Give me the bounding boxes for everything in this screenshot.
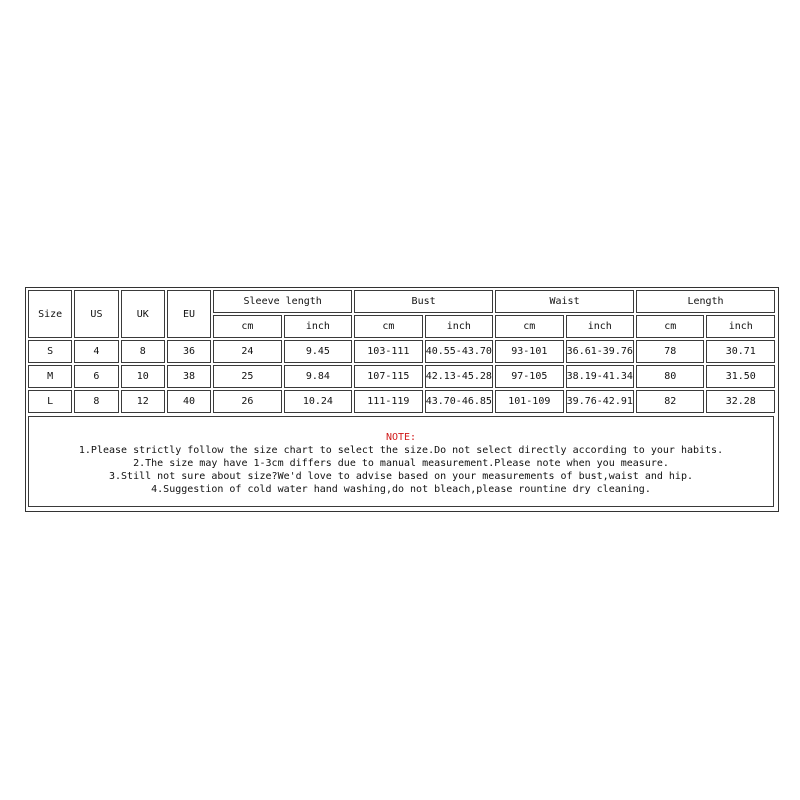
note-title: NOTE: <box>385 432 417 443</box>
note-line: 3.Still not sure about size?We'd love to advise based on your measurements of bust,waist and hip. <box>109 471 693 482</box>
value-cell: 101-109 <box>495 390 563 413</box>
size-cell: L <box>28 390 72 413</box>
unit-cell: inch <box>566 315 634 338</box>
header-waist: Waist <box>495 290 634 313</box>
eu-cell: 36 <box>167 340 211 363</box>
table-row <box>28 365 775 388</box>
size-chart <box>25 287 779 512</box>
value-cell: 9.84 <box>284 365 352 388</box>
us-cell: 6 <box>74 365 118 388</box>
header-eu: EU <box>167 290 211 338</box>
value-cell: 32.28 <box>706 390 775 413</box>
value-cell: 80 <box>636 365 704 388</box>
size-cell: S <box>28 340 72 363</box>
unit-cell: cm <box>495 315 563 338</box>
us-cell: 4 <box>74 340 118 363</box>
value-cell: 93-101 <box>495 340 563 363</box>
us-cell: 8 <box>74 390 118 413</box>
uk-cell: 8 <box>121 340 165 363</box>
header-uk: UK <box>121 290 165 338</box>
value-cell: 30.71 <box>706 340 775 363</box>
value-cell: 25 <box>213 365 281 388</box>
value-cell: 82 <box>636 390 704 413</box>
value-cell: 111-119 <box>354 390 422 413</box>
eu-cell: 40 <box>167 390 211 413</box>
header-bust: Bust <box>354 290 493 313</box>
note-box <box>28 416 774 507</box>
value-cell: 42.13-45.28 <box>425 365 493 388</box>
value-cell: 10.24 <box>284 390 352 413</box>
unit-cell: cm <box>636 315 704 338</box>
size-cell: M <box>28 365 72 388</box>
note-line: 1.Please strictly follow the size chart to select the size.Do not select directly according to your habits. <box>78 445 724 456</box>
value-cell: 103-111 <box>354 340 422 363</box>
note-line: 4.Suggestion of cold water hand washing,do not bleach,please rountine dry cleaning. <box>151 484 651 495</box>
header-size: Size <box>28 290 72 338</box>
value-cell: 26 <box>213 390 281 413</box>
header-length: Length <box>636 290 775 313</box>
unit-cell: cm <box>354 315 422 338</box>
value-cell: 38.19-41.34 <box>566 365 634 388</box>
note-line: 2.The size may have 1-3cm differs due to manual measurement.Please note when you measure. <box>133 458 669 469</box>
value-cell: 24 <box>213 340 281 363</box>
value-cell: 31.50 <box>706 365 775 388</box>
eu-cell: 38 <box>167 365 211 388</box>
uk-cell: 10 <box>121 365 165 388</box>
header-us: US <box>74 290 118 338</box>
value-cell: 36.61-39.76 <box>566 340 634 363</box>
unit-cell: inch <box>706 315 775 338</box>
value-cell: 97-105 <box>495 365 563 388</box>
header-row <box>28 290 775 313</box>
value-cell: 9.45 <box>284 340 352 363</box>
header-sleeve-length: Sleeve length <box>213 290 352 313</box>
uk-cell: 12 <box>121 390 165 413</box>
table-row <box>28 390 775 413</box>
unit-cell: inch <box>425 315 493 338</box>
unit-cell: inch <box>284 315 352 338</box>
table-row <box>28 340 775 363</box>
value-cell: 43.70-46.85 <box>425 390 493 413</box>
value-cell: 39.76-42.91 <box>566 390 634 413</box>
value-cell: 107-115 <box>354 365 422 388</box>
value-cell: 40.55-43.70 <box>425 340 493 363</box>
unit-cell: cm <box>213 315 281 338</box>
size-table <box>26 288 777 415</box>
value-cell: 78 <box>636 340 704 363</box>
